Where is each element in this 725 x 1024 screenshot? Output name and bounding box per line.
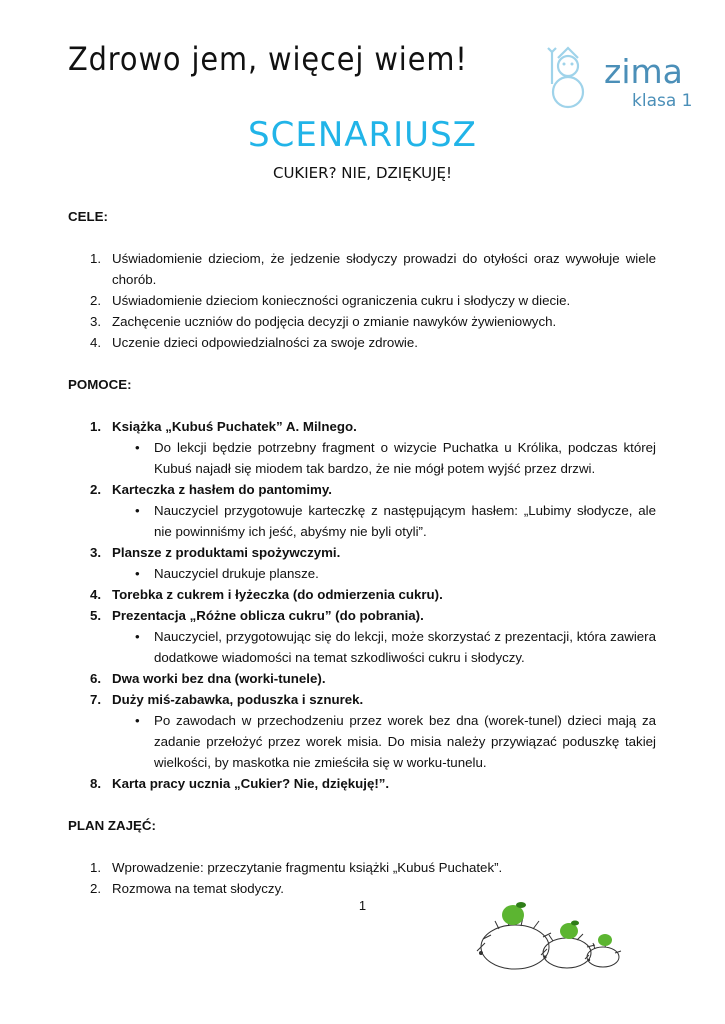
list-item: 1. Wprowadzenie: przeczytanie fragmentu książki „Kubuś Puchatek”. [90,860,503,875]
season-label: zima [604,52,683,91]
list-item-note: • Nauczyciel przygotowuje karteczkę z następującym hasłem: „Lubimy słodycze, ale nie powinniśmy ich jeść, abyśmy nie byli otyli”. [135,503,656,539]
plan-heading: PLAN ZAJĘĆ: [68,818,156,833]
goals-list [68,248,656,353]
grade-label: klasa 1 [632,91,693,111]
list-item: 1. Uświadomienie dzieciom, że jedzenie słodyczy prowadzi do otyłości oraz wywołuje wiele chorób. [90,251,656,287]
brand-title: Zdrowo jem, więcej wiem! [68,40,468,78]
list-item: 5. Prezentacja „Różne oblicza cukru” (do pobrania). [90,608,424,623]
list-item: 1. Książka „Kubuś Puchatek” A. Milnego. [90,419,357,434]
hedgehog-apple-icon [455,895,645,975]
list-item: 3. Zachęcenie uczniów do podjęcia decyzji o zmianie nawyków żywieniowych. [90,314,557,329]
document-title: SCENARIUSZ [248,115,477,155]
list-item: 4. Uczenie dzieci odpowiedzialności za swoje zdrowie. [90,335,418,350]
document-subtitle: CUKIER? NIE, DZIĘKUJĘ! [272,164,453,182]
list-item-note: • Nauczyciel drukuje plansze. [135,566,319,581]
materials-list [68,416,656,794]
list-item-note: • Nauczyciel, przygotowując się do lekcji, może skorzystać z prezentacji, która zawiera dodatkowe wiadomości na temat szkodliwości cukru i słodyczy. [135,629,656,665]
list-item-note: • Do lekcji będzie potrzebny fragment o wizycie Puchatka u Królika, podczas której Kubuś najadł się miodem tak bardzo, że nie mógł potem wyjść przez drzwi. [135,440,656,476]
list-item: 6. Dwa worki bez dna (worki-tunele). [90,671,326,686]
page-number: 1 [358,898,367,913]
goals-heading: CELE: [68,209,108,224]
list-item: 2. Rozmowa na temat słodyczy. [90,881,284,896]
list-item-note: • Po zawodach w przechodzeniu przez worek bez dna (worek-tunel) dzieci mają za zadanie przełożyć przez worek misia. Do misia należy przywiązać poduszkę takiej wielkości, by maskotka nie zmieściła się w worku-tunelu. [135,713,656,770]
materials-heading: POMOCE: [68,377,132,392]
list-item: 2. Uświadomienie dzieciom konieczności ograniczenia cukru i słodyczy w diecie. [90,293,571,308]
list-item: 8. Karta pracy ucznia „Cukier? Nie, dziękuję!”. [90,776,390,791]
document-body [68,206,656,899]
list-item: 7. Duży miś-zabawka, poduszka i sznurek. [90,692,364,707]
plan-list [68,857,656,899]
list-item: 2. Karteczka z hasłem do pantomimy. [90,482,332,497]
list-item: 3. Plansze z produktami spożywczymi. [90,545,341,560]
list-item: 4. Torebka z cukrem i łyżeczka (do odmierzenia cukru). [90,587,443,602]
